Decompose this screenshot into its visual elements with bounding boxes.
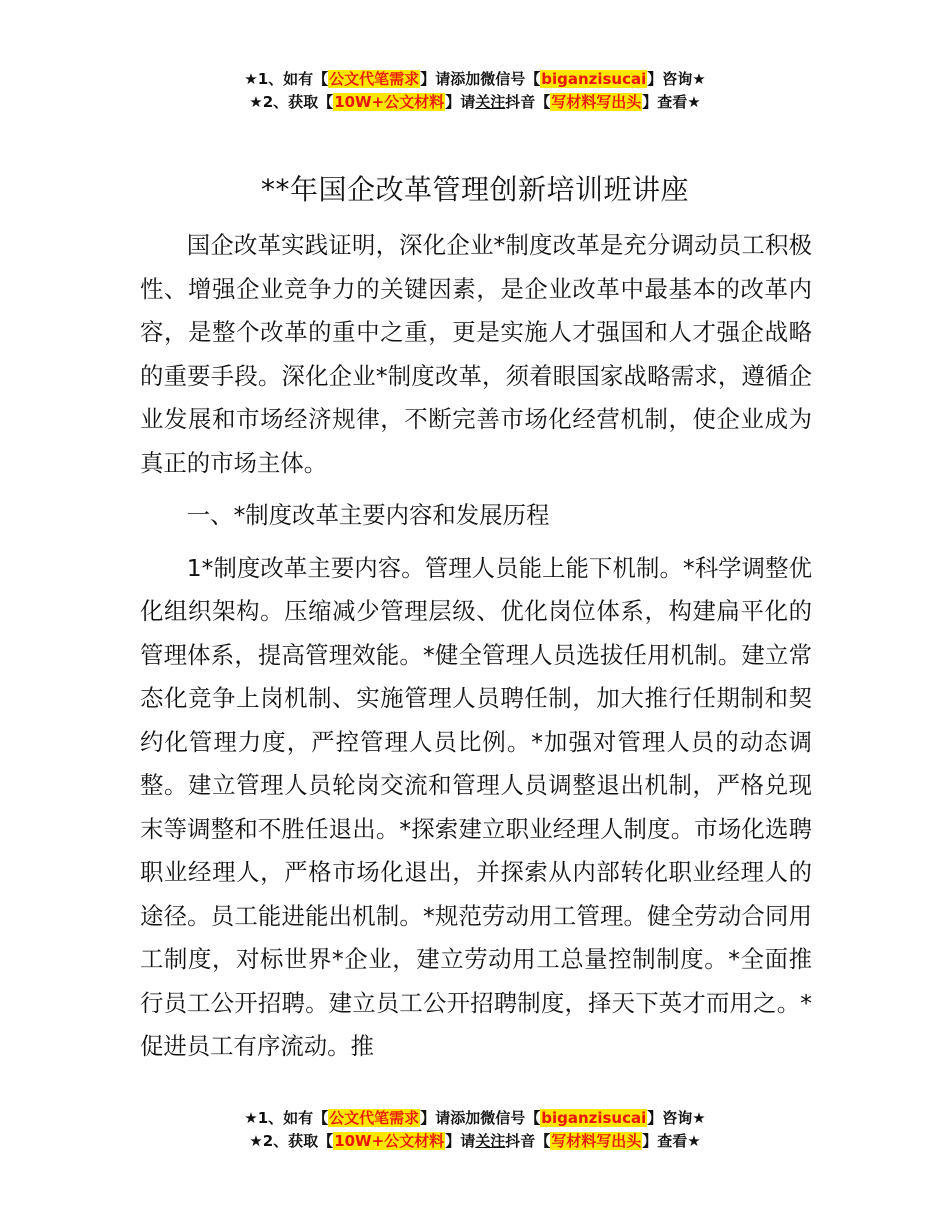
paragraph-content: 1*制度改革主要内容。管理人员能上能下机制。*科学调整优化组织架构。压缩减少管理层级、优化岗位体系，构建扁平化的管理体系，提高管理效能。*健全管理人员选拔任用机制。建立常态化竞争上岗机制、实施管理人员聘任制，加大推行任期制和契约化管理力度，严控管理人员比例。*加强对管理人员的动态调整。建立管理人员轮岗交流和管理人员调整退出机制，严格兑现末等调整和不胜任退出。*探索建立职业经理人制度。市场化选聘职业经理人，严格市场化退出，并探索从内部转化职业经理人的途径。员工能进能出机制。*规范劳动用工管理。健全劳动合同用工制度，对标世界*企业，建立劳动用工总量控制制度。*全面推行员工公开招聘。建立员工公开招聘制度，择天下英才而用之。*促进员工有序流动。推: [140, 553, 812, 1060]
highlight-wechat-id: biganzisucai: [541, 1109, 647, 1127]
banner-line-2: [0, 91, 950, 114]
banner-text: 】咨询★: [647, 70, 706, 88]
banner-text: 】查看★: [642, 1132, 701, 1150]
banner-text: ★2、获取【: [249, 1132, 334, 1150]
banner-text: ★1、如有【: [244, 1109, 329, 1127]
footer-banner: [0, 1107, 950, 1153]
paragraph-intro: 国企改革实践证明，深化企业*制度改革是充分调动员工积极性、增强企业竞争力的关键因素，是企业改革中最基本的改革内容，是整个改革的重中之重，更是实施人才强国和人才强企战略的重要手段。深化企业*制度改革，须着眼国家战略需求，遵循企业发展和市场经济规律，不断完善市场化经营机制，使企业成为真正的市场主体。: [140, 231, 812, 477]
banner-text: 抖音【: [505, 93, 551, 111]
highlight-service: 公文代笔需求: [329, 70, 420, 88]
banner-text: ★2、获取【: [249, 93, 334, 111]
highlight-service: 公文代笔需求: [329, 1109, 420, 1127]
banner-text: 】请添加微信号【: [420, 1109, 541, 1127]
section-heading: 一、*制度改革主要内容和发展历程: [186, 501, 550, 529]
banner-line-2: [0, 1130, 950, 1153]
banner-text: 】咨询★: [647, 1109, 706, 1127]
banner-line-1: [0, 68, 950, 91]
highlight-wechat-id: biganzisucai: [541, 70, 647, 88]
banner-text: ★1、如有【: [244, 70, 329, 88]
highlight-douyin-account: 写材料写出头: [551, 1132, 642, 1150]
document-title: **年国企改革管理创新培训班讲座: [260, 173, 689, 206]
highlight-materials: 10W+公文材料: [334, 1132, 445, 1150]
header-banner: [0, 68, 950, 114]
underlined-follow: 关注: [475, 93, 506, 111]
banner-text: 抖音【: [505, 1132, 551, 1150]
banner-text: 】请添加微信号【: [420, 70, 541, 88]
banner-text: 】请: [445, 93, 476, 111]
banner-text: 】请: [445, 1132, 476, 1150]
document-body: [140, 224, 812, 1069]
highlight-douyin-account: 写材料写出头: [551, 93, 642, 111]
banner-line-1: [0, 1107, 950, 1130]
highlight-materials: 10W+公文材料: [334, 93, 445, 111]
banner-text: 】查看★: [642, 93, 701, 111]
underlined-follow: 关注: [475, 1132, 506, 1150]
